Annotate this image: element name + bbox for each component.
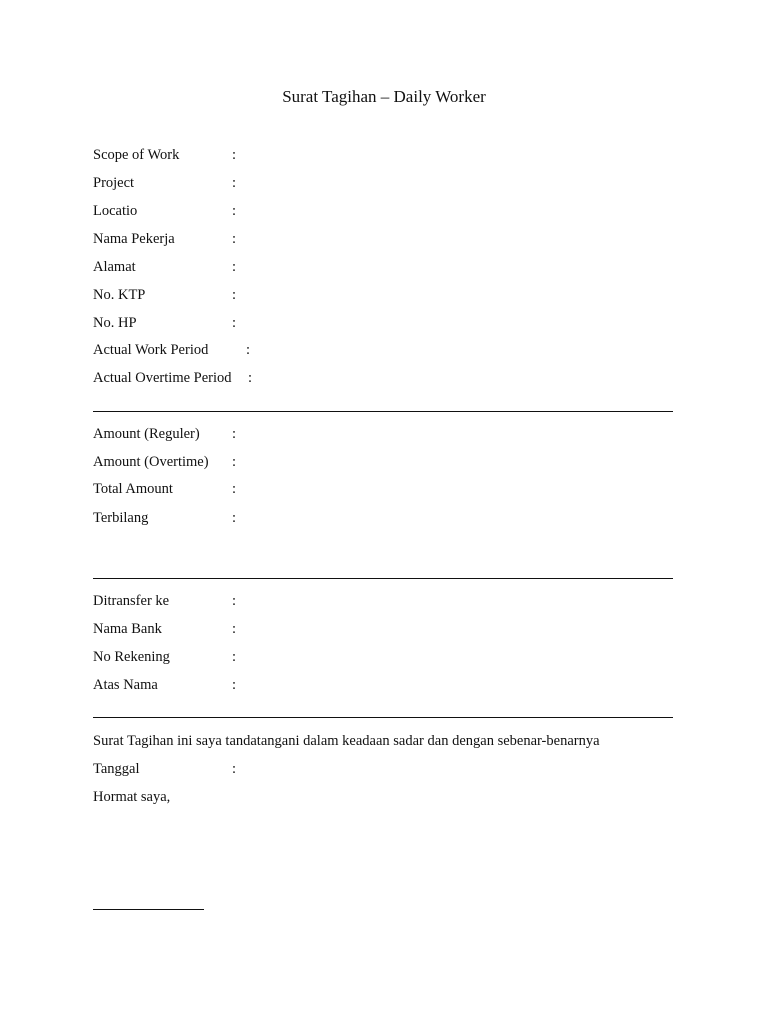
field-label: Actual Overtime Period — [93, 370, 232, 386]
field-label: Amount (Reguler) — [93, 426, 200, 442]
field-tanggal — [93, 760, 140, 778]
field-label: Tanggal — [93, 761, 140, 777]
field-separator: : — [232, 287, 237, 303]
signature-line — [93, 909, 204, 910]
field-separator: : — [232, 761, 237, 777]
field-separator: : — [248, 370, 253, 386]
field-label: Atas Nama — [93, 677, 158, 693]
field-terbilang — [93, 509, 148, 527]
field-label: Nama Pekerja — [93, 231, 175, 247]
field-actual-work-period — [93, 341, 208, 359]
field-label: Actual Work Period — [93, 342, 209, 358]
field-amount-overtime — [93, 453, 209, 471]
field-label: Alamat — [93, 259, 136, 275]
field-separator: : — [232, 510, 237, 526]
field-nama-pekerja — [93, 230, 175, 248]
field-separator: : — [232, 649, 237, 665]
field-amount-reguler — [93, 425, 200, 443]
field-separator: : — [232, 677, 237, 693]
field-actual-overtime-period — [93, 369, 232, 387]
field-separator: : — [232, 426, 237, 442]
field-nama-bank — [93, 620, 162, 638]
field-label: Scope of Work — [93, 147, 180, 163]
field-label: Terbilang — [93, 510, 149, 526]
field-label: Locatio — [93, 203, 138, 219]
field-label: Amount (Overtime) — [93, 454, 209, 470]
section-divider — [93, 411, 673, 412]
field-no-hp — [93, 314, 137, 332]
field-separator: : — [232, 593, 237, 609]
field-separator: : — [246, 342, 251, 358]
field-separator: : — [232, 481, 237, 497]
field-location — [93, 202, 137, 220]
field-no-ktp — [93, 286, 145, 304]
field-label: Nama Bank — [93, 621, 162, 637]
field-separator: : — [232, 315, 237, 331]
field-alamat — [93, 258, 136, 276]
field-label: No Rekening — [93, 649, 170, 665]
field-label: No. KTP — [93, 287, 146, 303]
statement-text: Surat Tagihan ini saya tandatangani dalam keadaan sadar dan dengan sebenar-benarnya — [93, 733, 600, 749]
field-separator: : — [232, 175, 237, 191]
field-label: Total Amount — [93, 481, 173, 497]
field-separator: : — [232, 231, 237, 247]
field-label: Project — [93, 175, 135, 191]
field-label: No. HP — [93, 315, 137, 331]
document-title: Surat Tagihan – Daily Worker — [282, 87, 486, 106]
field-ditransfer-ke — [93, 592, 169, 610]
field-project — [93, 174, 134, 192]
section-divider — [93, 717, 673, 718]
field-scope-of-work — [93, 146, 179, 164]
field-label: Ditransfer ke — [93, 593, 170, 609]
field-separator: : — [232, 203, 237, 219]
section-divider — [93, 578, 673, 579]
field-no-rekening — [93, 648, 170, 666]
field-atas-nama — [93, 676, 158, 694]
field-separator: : — [232, 621, 237, 637]
closing-text: Hormat saya, — [93, 789, 171, 805]
field-separator: : — [232, 259, 237, 275]
field-separator: : — [232, 147, 237, 163]
field-separator: : — [232, 454, 237, 470]
field-total-amount — [93, 480, 173, 498]
